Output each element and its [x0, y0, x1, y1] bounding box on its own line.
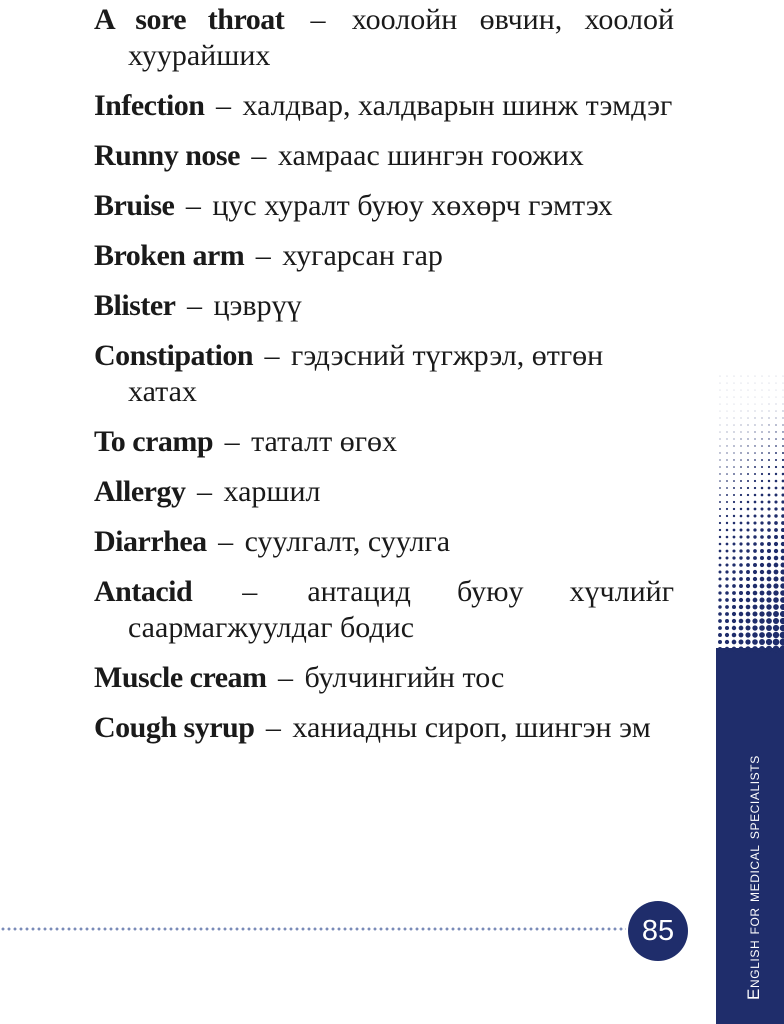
glossary-entry [94, 288, 674, 324]
glossary-term: Allergy [94, 475, 186, 508]
dash-separator: – [186, 289, 202, 322]
glossary-entry [94, 188, 674, 224]
glossary-definition: антацид буюу хүчлийг саармагжуулдаг бодис [128, 575, 675, 644]
glossary-term: Infection [94, 89, 205, 122]
glossary-term: Blister [94, 289, 176, 322]
glossary-entry [94, 238, 674, 274]
glossary-term: A sore throat [94, 3, 285, 36]
glossary-definition: цэврүү [213, 289, 302, 322]
glossary-term: Diarrhea [94, 525, 207, 558]
dash-separator: – [255, 239, 271, 272]
glossary-definition: харшил [223, 475, 321, 508]
dash-separator: – [310, 3, 326, 36]
dash-separator: – [218, 525, 234, 558]
glossary-entry [94, 2, 674, 74]
glossary-term: Broken arm [94, 239, 245, 272]
dash-separator: – [196, 475, 212, 508]
glossary-definition: суулгалт, суулга [244, 525, 451, 558]
glossary-definition: таталт өгөх [251, 425, 398, 458]
glossary-definition: цус хуралт буюу хөхөрч гэмтэх [212, 189, 613, 222]
glossary-definition: гэдэсний түгжрэл, өтгөн хатах [128, 339, 604, 408]
glossary-definition: хугарсан гар [282, 239, 443, 272]
glossary-term: Bruise [94, 189, 175, 222]
glossary-term: Antacid [94, 575, 193, 608]
glossary-term: Muscle cream [94, 661, 267, 694]
glossary-entry [94, 88, 674, 124]
dash-separator: – [185, 189, 201, 222]
dotted-divider [0, 927, 626, 931]
glossary-definition: хоолойн өвчин, хоолой хуурайших [128, 3, 675, 72]
glossary-entry [94, 424, 674, 460]
glossary-term: To cramp [94, 425, 214, 458]
glossary-entry [94, 474, 674, 510]
dash-separator: – [251, 139, 267, 172]
glossary-definition: халдвар, халдварын шинж тэмдэг [242, 89, 673, 122]
sidebar-title [742, 680, 766, 1000]
dash-separator: – [264, 339, 280, 372]
glossary-entry [94, 138, 674, 174]
page-number-badge: 85 [628, 901, 688, 961]
glossary-entry [94, 524, 674, 560]
glossary-term: Constipation [94, 339, 254, 372]
sidebar-title-text: English for medical specialists [744, 755, 763, 1000]
dash-separator: – [224, 425, 240, 458]
glossary-term: Cough syrup [94, 711, 255, 744]
dash-separator: – [265, 711, 281, 744]
glossary-definition: булчингийн тос [304, 661, 505, 694]
glossary-term: Runny nose [94, 139, 240, 172]
glossary-entry [94, 574, 674, 646]
glossary-list [94, 2, 674, 760]
glossary-definition: хамраас шингэн гоожих [277, 139, 584, 172]
dash-separator: – [242, 575, 258, 608]
dash-separator: – [216, 89, 231, 122]
glossary-entry [94, 710, 674, 746]
glossary-entry [94, 338, 674, 410]
dash-separator: – [278, 661, 294, 694]
glossary-definition: ханиадны сироп, шингэн эм [292, 711, 651, 744]
glossary-entry [94, 660, 674, 696]
